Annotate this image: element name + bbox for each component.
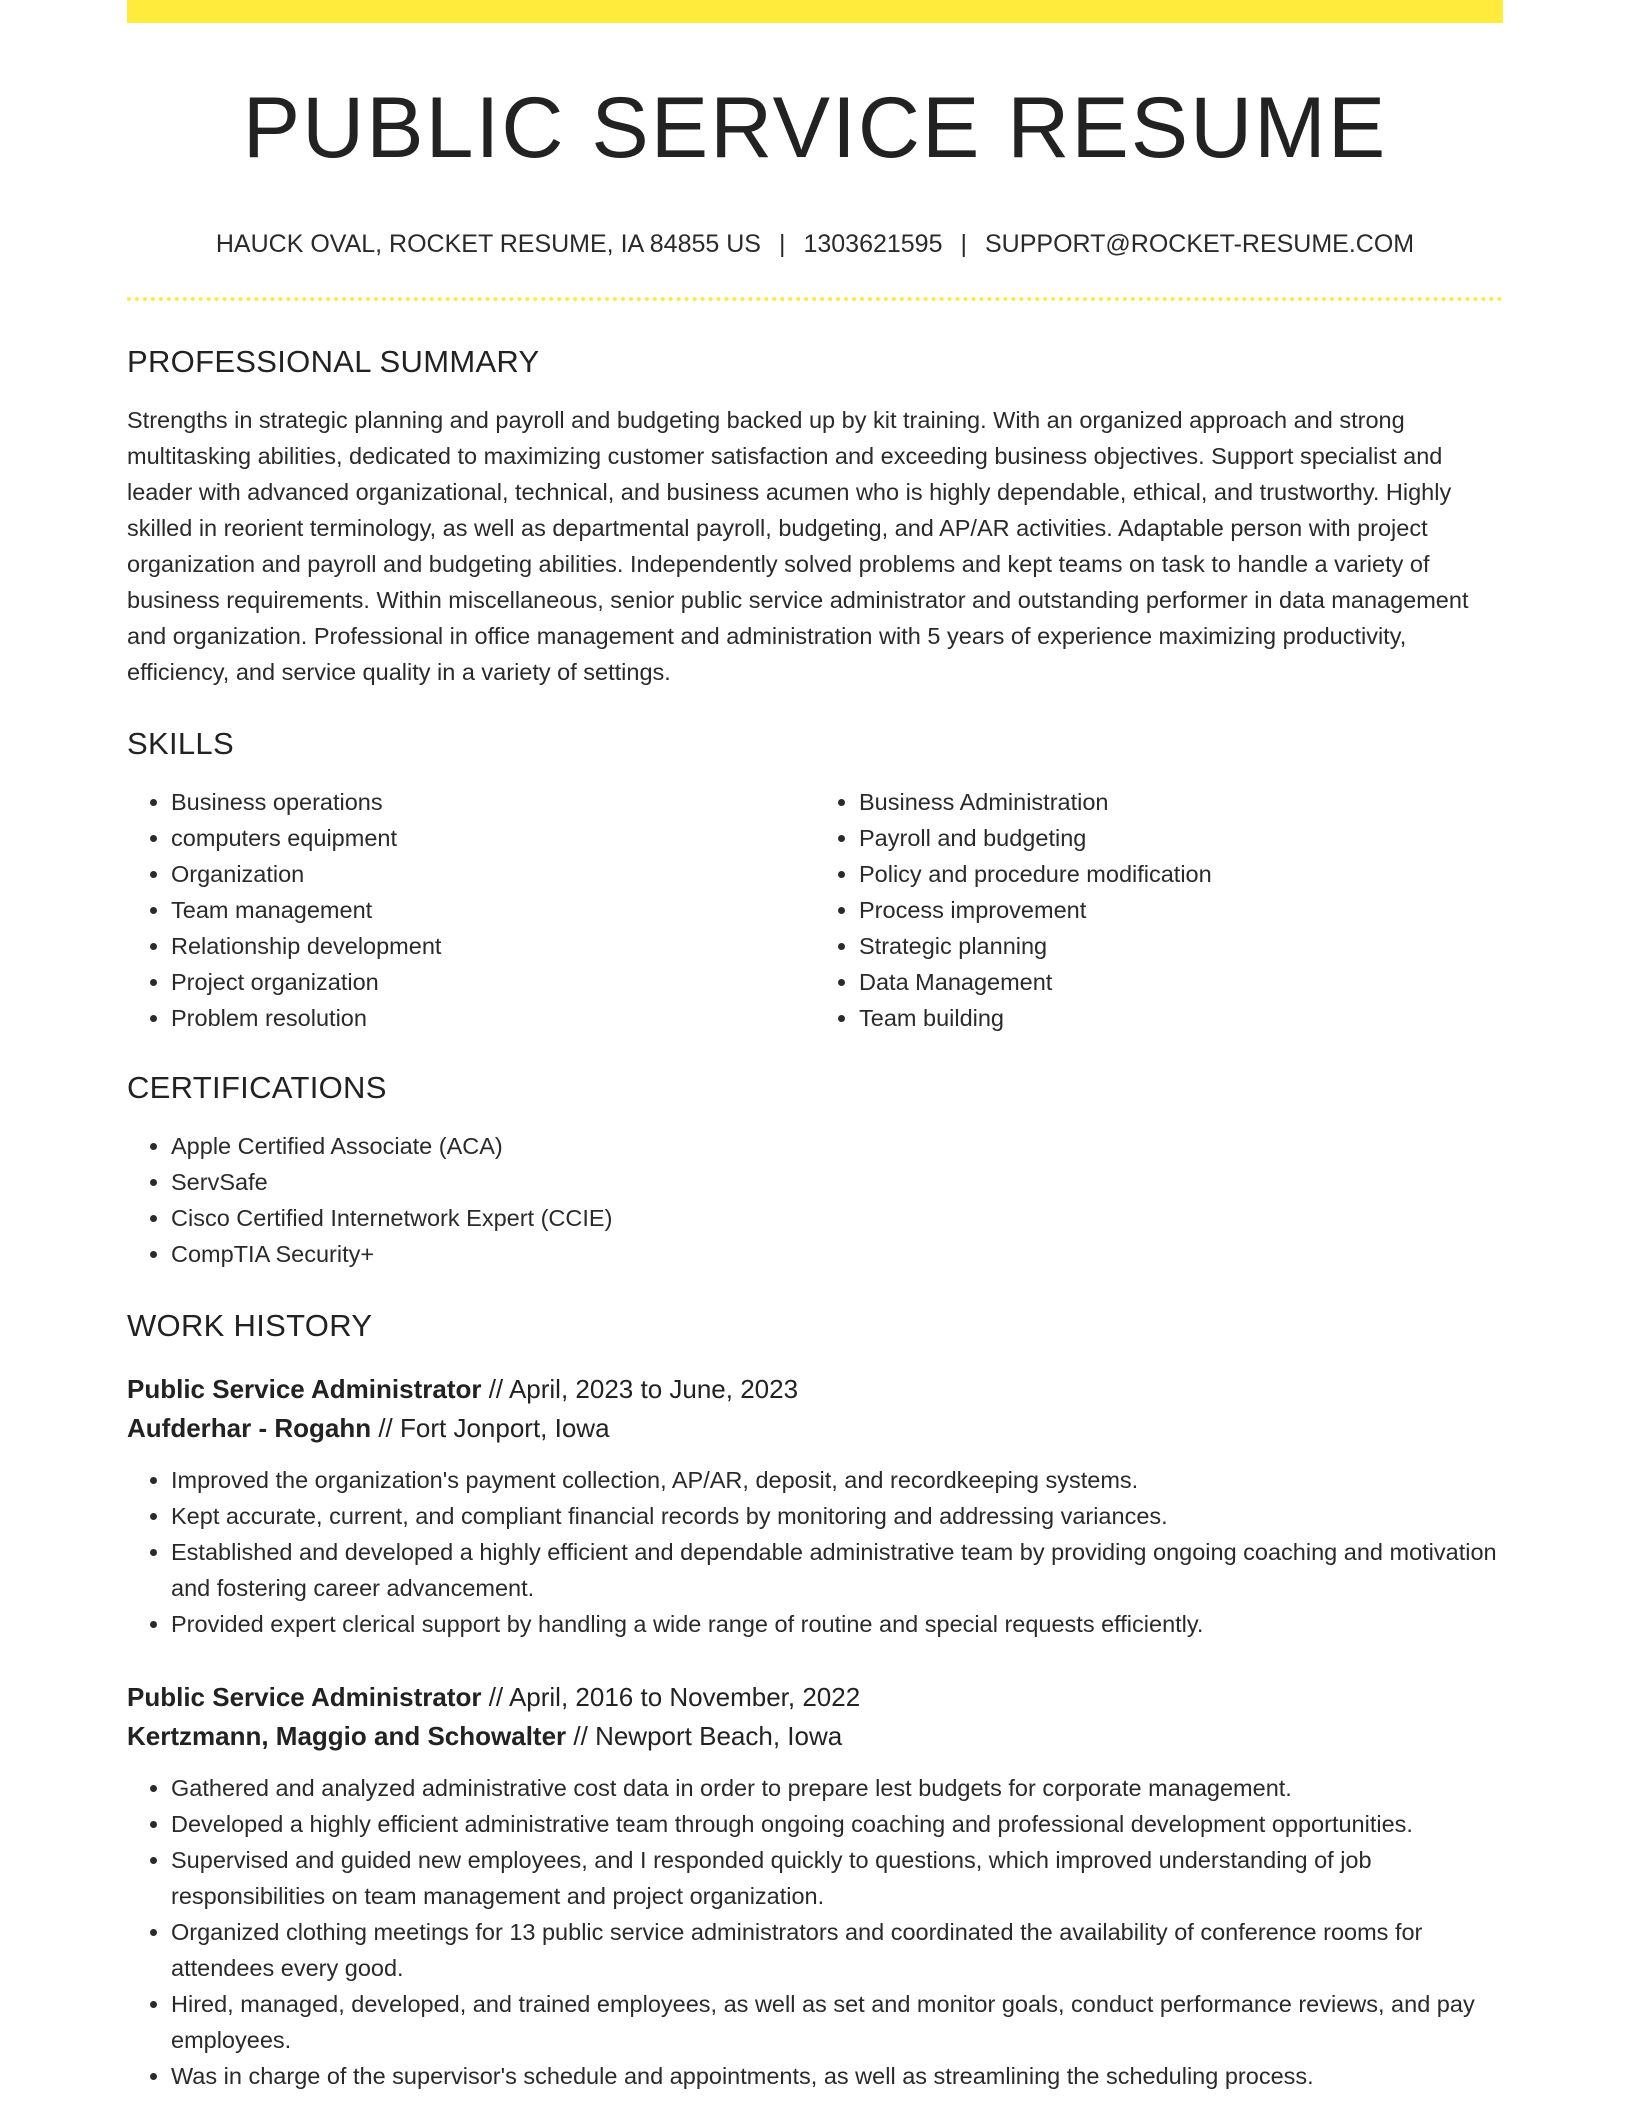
job-bullet: • Kept accurate, current, and compliant financial records by monitoring and addressing variances. [171,1498,1503,1534]
skill-item: • Project organization [171,964,815,1000]
job-bullet: • Established and developed a highly efficient and dependable administrative team by providing ongoing coaching and motivation and fostering career advancement. [171,1534,1503,1606]
job-bullet: • Was in charge of the supervisor's schedule and appointments, as well as streamlining the scheduling process. [171,2058,1503,2094]
job-title-line [127,1370,1503,1409]
contact-email: SUPPORT@ROCKET-RESUME.COM [985,230,1415,258]
skill-item: • Problem resolution [171,1000,815,1036]
summary-section [127,344,1503,690]
certification-item: • Cisco Certified Internetwork Expert (CCIE) [171,1200,1503,1236]
job-company: Aufderhar - Rogahn [127,1413,372,1443]
skills-section [127,726,1503,1036]
skill-item: • Relationship development [171,928,815,964]
job-bullet: • Supervised and guided new employees, and I responded quickly to questions, which improved understanding of job responsibilities on team management and project organization. [171,1842,1503,1914]
skill-item: • Business operations [171,784,815,820]
job-title: Public Service Administrator [127,1682,482,1712]
job-bullet: • Provided expert clerical support by handling a wide range of routine and special requests efficiently. [171,1606,1503,1642]
resume-page [127,0,1503,2094]
job-bullet: • Organized clothing meetings for 13 public service administrators and coordinated the availability of conference rooms for attendees every good. [171,1914,1503,1986]
job-company: Kertzmann, Maggio and Schowalter [127,1721,567,1751]
summary-text: Strengths in strategic planning and payroll and budgeting backed up by kit training. With an organized approach and strong multitasking abilities, dedicated to maximizing customer satisfaction and exceeding business objectives. Support specialist and leader with advanced organizational, technical, and business acumen who is highly dependable, ethical, and trustworthy. Highly skilled in reorient terminology, as well as departmental payroll, budgeting, and AP/AR activities. Adaptable person with project organization and payroll and budgeting abilities. Independently solved problems and kept teams on task to handle a variety of business requirements. Within miscellaneous, senior public service administrator and outstanding performer in data management and organization. Professional in office management and administration with 5 years of experience maximizing productivity, efficiency, and service quality in a variety of settings. [127,407,1469,685]
skills-columns [127,784,1503,1036]
job-company-line [127,1409,1503,1448]
job-dates: // April, 2016 to November, 2022 [481,1682,861,1712]
job-bullet: • Gathered and analyzed administrative cost data in order to prepare lest budgets for corporate management. [171,1770,1503,1806]
skills-list-right [815,784,1503,1036]
job-dates: // April, 2023 to June, 2023 [481,1374,799,1404]
contact-address: HAUCK OVAL, ROCKET RESUME, IA 84855 US [215,230,761,258]
job-bullet: • Hired, managed, developed, and trained employees, as well as set and monitor goals, conduct performance reviews, and pay employees. [171,1986,1503,2058]
certification-item: • Apple Certified Associate (ACA) [171,1128,1503,1164]
section-heading-work-history: WORK HISTORY [127,1308,373,1343]
certification-item: • ServSafe [171,1164,1503,1200]
contact-separator: | [778,230,786,258]
top-accent-bar [127,0,1503,23]
section-heading-certifications: CERTIFICATIONS [127,1070,387,1105]
job-entry [127,1678,1503,2094]
job-bullets [127,1770,1503,2094]
job-bullets [127,1462,1503,1642]
resume-title: PUBLIC SERVICE RESUME [242,80,1388,176]
skill-item: • Data Management [859,964,1503,1000]
job-company-line [127,1717,1503,1756]
skill-item: • Process improvement [859,892,1503,928]
job-bullet: • Improved the organization's payment collection, AP/AR, deposit, and recordkeeping systems. [171,1462,1503,1498]
certifications-section [127,1070,1503,1272]
skill-item: • Team building [859,1000,1503,1036]
skill-item: • Team management [171,892,815,928]
section-heading-skills: SKILLS [127,726,234,761]
skill-item: • Strategic planning [859,928,1503,964]
certifications-list [127,1128,1503,1272]
contact-phone: 1303621595 [803,230,943,258]
skill-item: • Organization [171,856,815,892]
skill-item: • computers equipment [171,820,815,856]
certification-item: • CompTIA Security+ [171,1236,1503,1272]
skill-item: • Payroll and budgeting [859,820,1503,856]
section-heading-summary: PROFESSIONAL SUMMARY [127,344,540,379]
skill-item: • Policy and procedure modification [859,856,1503,892]
contact-separator: | [960,230,967,258]
work-history-section [127,1308,1503,2094]
job-title-line [127,1678,1503,1717]
job-title: Public Service Administrator [127,1374,482,1404]
job-bullet: • Developed a highly efficient administrative team through ongoing coaching and professional development opportunities. [171,1806,1503,1842]
job-location: // Fort Jonport, Iowa [371,1413,610,1443]
job-location: // Newport Beach, Iowa [566,1721,843,1751]
skills-list-left [127,784,815,1036]
header-divider [127,297,1503,301]
job-entry [127,1370,1503,1642]
contact-line [127,229,1503,259]
skill-item: • Business Administration [859,784,1503,820]
